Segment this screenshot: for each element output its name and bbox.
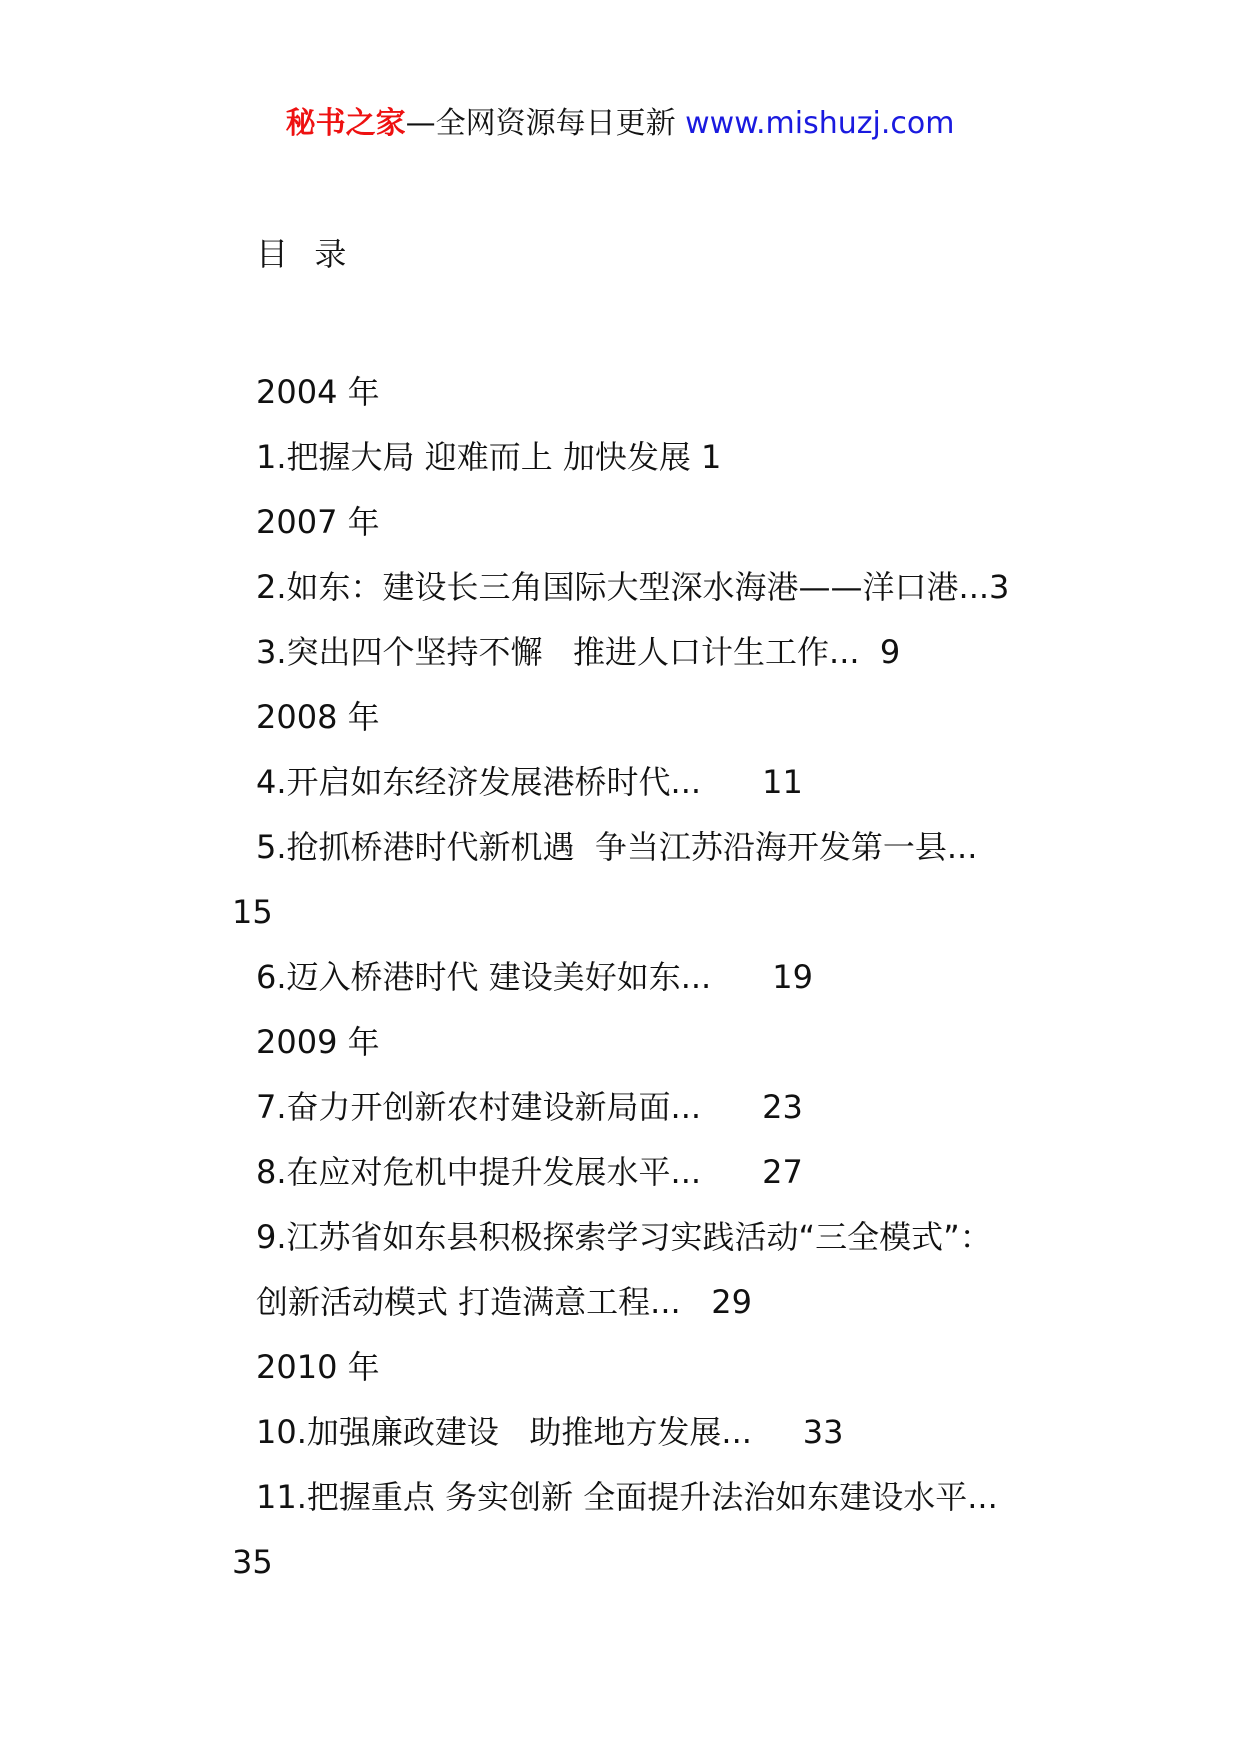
- toc-year-heading: 2004 年: [256, 373, 380, 411]
- toc-year-heading: 2008 年: [256, 698, 380, 736]
- toc-entry-page-number: 15: [232, 893, 273, 931]
- toc-entry: 10.加强廉政建设 助推地方发展... 33: [256, 1413, 844, 1451]
- toc-title: 目 录: [256, 235, 349, 273]
- site-banner: [0, 100, 1240, 148]
- toc-year-heading: 2007 年: [256, 503, 380, 541]
- toc-entry: 1.把握大局 迎难而上 加快发展 1: [256, 438, 722, 476]
- toc-entry: 9.江苏省如东县积极探索学习实践活动“三全模式”：: [256, 1218, 992, 1256]
- toc-entry-page-number: 35: [232, 1543, 273, 1581]
- site-tagline: —全网资源每日更新: [405, 106, 686, 141]
- site-url-link[interactable]: www.mishuzj.com: [685, 106, 955, 141]
- toc-year-heading: 2009 年: [256, 1023, 380, 1061]
- toc-entry: 8.在应对危机中提升发展水平... 27: [256, 1153, 803, 1191]
- toc-year-heading: 2010 年: [256, 1348, 380, 1386]
- toc-entry: 4.开启如东经济发展港桥时代... 11: [256, 763, 803, 801]
- toc-entry: 6.迈入桥港时代 建设美好如东... 19: [256, 958, 813, 996]
- toc-entry: 2.如东：建设长三角国际大型深水海港——洋口港...3: [256, 568, 1010, 606]
- table-of-contents: [232, 360, 1122, 1595]
- toc-entry: 3.突出四个坚持不懈 推进人口计生工作... 9: [256, 633, 901, 671]
- toc-entry-continuation: 创新活动模式 打造满意工程... 29: [256, 1283, 752, 1321]
- toc-entry: 7.奋力开创新农村建设新局面... 23: [256, 1088, 803, 1126]
- toc-entry: 5.抢抓桥港时代新机遇 争当江苏沿海开发第一县...: [256, 828, 978, 866]
- site-brand: 秘书之家: [285, 106, 406, 141]
- toc-entry: 11.把握重点 务实创新 全面提升法治如东建设水平...: [256, 1478, 998, 1516]
